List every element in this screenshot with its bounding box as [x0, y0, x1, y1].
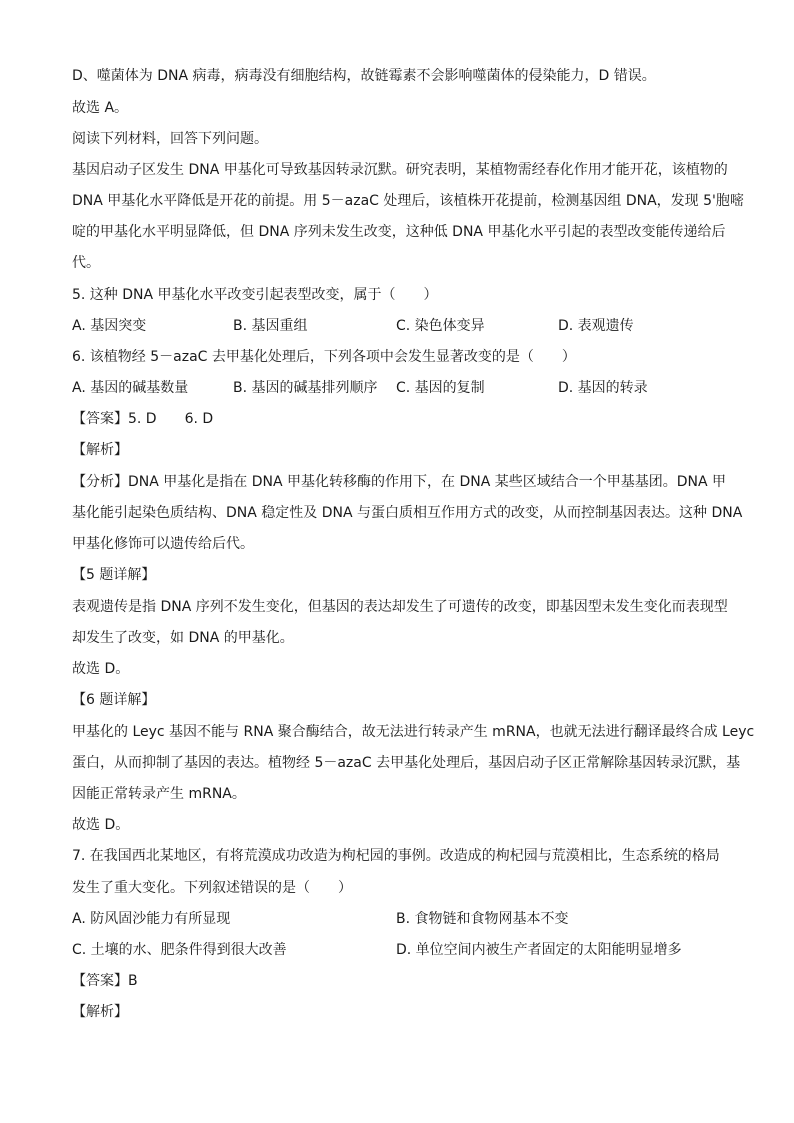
q7-option-d: D. 单位空间内被生产者固定的太阳能明显增多	[396, 942, 682, 958]
q5-option-b: B. 基因重组	[233, 318, 308, 334]
text-line: 【分析】DNA 甲基化是指在 DNA 甲基化转移酶的作用下，在 DNA 某些区域结合一个甲基基团。DNA 甲	[72, 474, 727, 490]
text-line: 发生了重大变化。下列叙述错误的是（ ）	[72, 880, 352, 896]
text-line: 甲基化修饰可以遗传给后代。	[72, 536, 254, 552]
text-line: DNA 甲基化水平降低是开花的前提。用 5－azaC 处理后，该植株开花提前，检测基因组 DNA，发现 5'胞嘧	[72, 193, 744, 209]
text-line: 故选 D。	[72, 817, 130, 833]
q6-option-c: C. 基因的复制	[396, 380, 485, 396]
q6-option-b: B. 基因的碱基排列顺序	[233, 380, 378, 396]
text-line: 代。	[72, 255, 100, 271]
text-line: 却发生了改变，如 DNA 的甲基化。	[72, 630, 294, 646]
detail-6-heading: 【6 题详解】	[72, 692, 156, 708]
text-line: 蛋白，从而抑制了基因的表达。植物经 5－azaC 去甲基化处理后，基因启动子区正常解除基因转录沉默，基	[72, 755, 741, 771]
q7-option-a: A. 防风固沙能力有所显现	[72, 911, 231, 927]
text-line: 表观遗传是指 DNA 序列不发生变化，但基因的表达却发生了可遗传的改变，即基因型未发生变化而表现型	[72, 599, 728, 615]
text-line: 因能正常转录产生 mRNA。	[72, 786, 246, 802]
q7-option-c: C. 土壤的水、肥条件得到很大改善	[72, 942, 287, 958]
text-line: D、噬菌体为 DNA 病毒，病毒没有细胞结构，故链霉素不会影响噬菌体的侵染能力，D 错误。	[72, 68, 656, 84]
q6-option-d: D. 基因的转录	[558, 380, 648, 396]
q6-option-a: A. 基因的碱基数量	[72, 380, 189, 396]
text-line: 啶的甲基化水平明显降低，但 DNA 序列未发生改变，这种低 DNA 甲基化水平引起的表型改变能传递给后	[72, 224, 726, 240]
question-7: 7. 在我国西北某地区，有将荒漠成功改造为枸杞园的事例。改造成的枸杞园与荒漠相比，生态系统的格局	[72, 848, 720, 864]
analysis-heading: 【解析】	[72, 1004, 128, 1020]
q5-option-d: D. 表观遗传	[558, 318, 634, 334]
q7-option-b: B. 食物链和食物网基本不变	[396, 911, 569, 927]
detail-5-heading: 【5 题详解】	[72, 567, 156, 583]
q5-option-a: A. 基因突变	[72, 318, 147, 334]
text-line: 故选 D。	[72, 661, 130, 677]
q5-option-c: C. 染色体变异	[396, 318, 485, 334]
answer-7: 【答案】B	[72, 973, 138, 989]
text-line: 故选 A。	[72, 100, 129, 116]
question-5: 5. 这种 DNA 甲基化水平改变引起表型改变，属于（ ）	[72, 287, 438, 303]
analysis-heading: 【解析】	[72, 442, 128, 458]
text-line: 基化能引起染色质结构、DNA 稳定性及 DNA 与蛋白质相互作用方式的改变，从而控制基因表达。这种 DNA	[72, 505, 743, 521]
text-line: 甲基化的 Leyc 基因不能与 RNA 聚合酶结合，故无法进行转录产生 mRNA，也就无法进行翻译最终合成 Leyc	[72, 724, 755, 740]
text-line: 阅读下列材料，回答下列问题。	[72, 131, 268, 147]
text-line: 基因启动子区发生 DNA 甲基化可导致基因转录沉默。研究表明，某植物需经春化作用才能开花，该植物的	[72, 162, 728, 178]
question-6: 6. 该植物经 5－azaC 去甲基化处理后，下列各项中会发生显著改变的是（ ）	[72, 349, 576, 365]
answer-5-6: 【答案】5. D 6. D	[72, 411, 214, 427]
